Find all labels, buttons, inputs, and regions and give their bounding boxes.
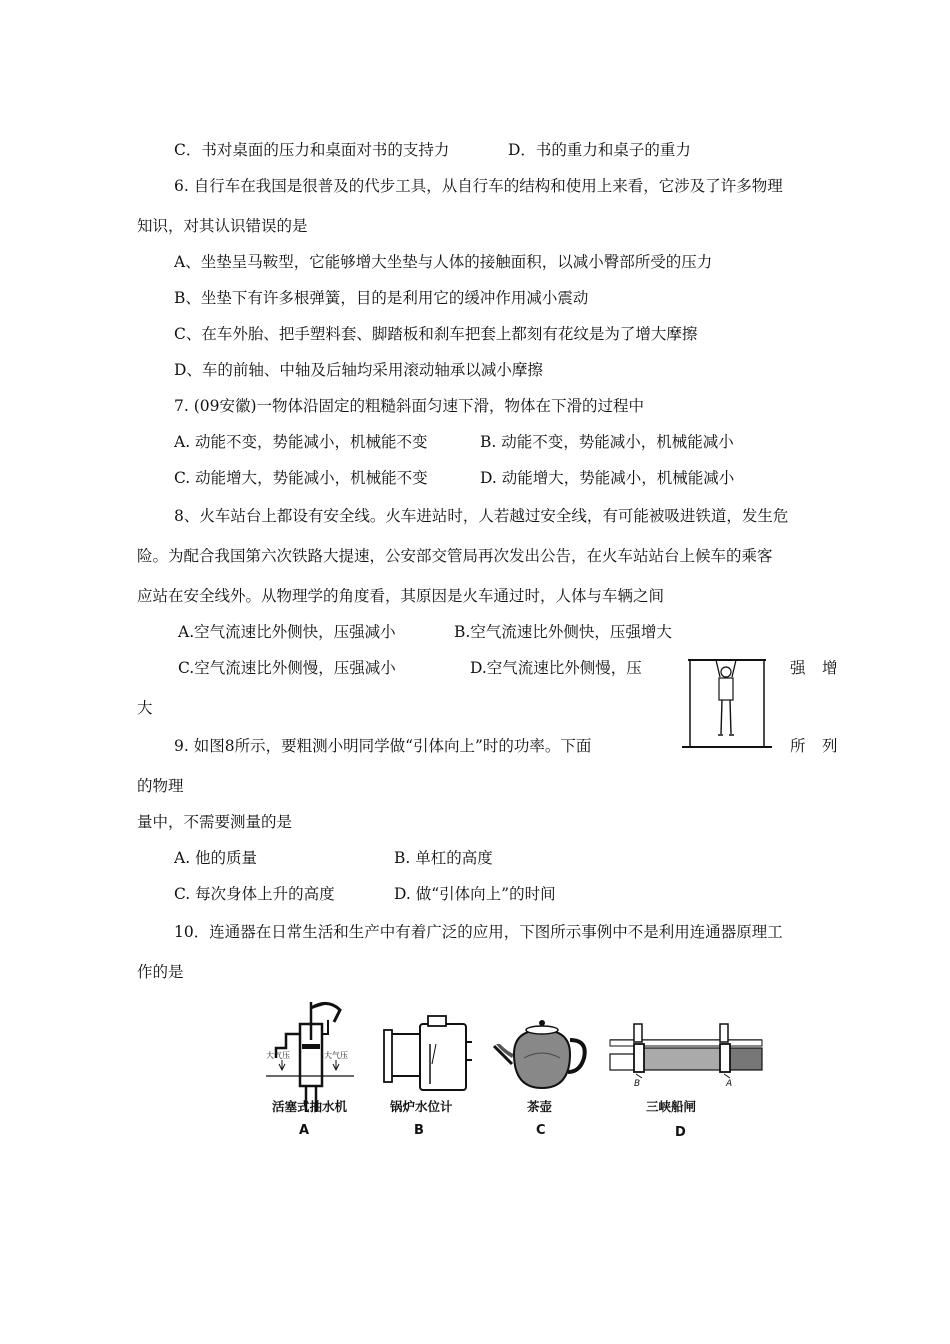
q8-stem-line3: 应站在安全线外。从物理学的角度看，其原因是火车通过时，人体与车辆之间 [137, 587, 665, 605]
q8-option-d: D.空气流速比外侧慢，压 [470, 659, 642, 677]
q5-option-c: C．书对桌面的压力和桌面对书的支持力 [174, 141, 450, 159]
figure-c-letter: C [536, 1123, 546, 1138]
q9-stem-line1-part2: 所 [790, 737, 806, 755]
figure-d-label-a: A [726, 1079, 733, 1088]
q8-stem-line1: 8、火车站台上都设有安全线。火车进站时，人若越过安全线，有可能被吸进铁道，发生危 [174, 507, 789, 525]
q8-stem-line2: 险。为配合我国第六次铁路大提速，公安部交管局再次发出公告，在火车站站台上候车的乘客 [137, 547, 773, 565]
q7-option-d: D. 动能增大，势能减小，机械能减小 [480, 469, 735, 487]
q9-option-b: B. 单杠的高度 [394, 849, 493, 867]
q6-stem-line2: 知识，对其认识错误的是 [137, 217, 308, 235]
figure-d-letter: D [675, 1125, 686, 1140]
figure-a-caption: 活塞式抽水机 [272, 1099, 348, 1114]
pull-up-figure [682, 652, 772, 750]
q8-option-a: A.空气流速比外侧快，压强减小 [178, 623, 396, 641]
figure-a-letter: A [299, 1123, 310, 1138]
q9-option-d: D. 做“引体向上”的时间 [394, 885, 556, 903]
figure-b-caption: 锅炉水位计 [390, 1099, 453, 1114]
figure-d-ship-lock [608, 1018, 764, 1088]
q8-option-d-part3: 增 [822, 659, 838, 677]
q6-stem-line1: 6. 自行车在我国是很普及的代步工具，从自行车的结构和使用上来看，它涉及了许多物理 [174, 177, 783, 195]
q9-option-a: A. 他的质量 [174, 849, 258, 867]
q10-stem-line1: 10．连通器在日常生活和生产中有着广泛的应用，下图所示事例中不是利用连通器原理工 [174, 923, 783, 941]
q9-stem-line1: 9. 如图8所示，要粗测小明同学做“引体向上”时的功率。下面 [174, 737, 592, 755]
q7-option-a: A. 动能不变，势能减小，机械能不变 [174, 433, 428, 451]
figure-d-caption: 三峡船闸 [646, 1099, 697, 1114]
figure-a-label-left: 大气压 [266, 1051, 290, 1060]
q7-option-b: B. 动能不变，势能减小，机械能减小 [480, 433, 734, 451]
figure-d-label-b: B [634, 1079, 641, 1088]
figure-a-piston-pump [262, 1000, 358, 1140]
q8-option-b: B.空气流速比外侧快，压强增大 [454, 623, 672, 641]
q9-option-c: C. 每次身体上升的高度 [174, 885, 335, 903]
figure-c-caption: 茶壶 [527, 1099, 553, 1114]
q6-option-b: B、坐垫下有许多根弹簧，目的是利用它的缓冲作用减小震动 [174, 289, 589, 307]
figure-a-label-right: 大气压 [324, 1051, 348, 1060]
q5-option-d: D．书的重力和桌子的重力 [508, 141, 691, 159]
q8-option-d-part4: 大 [137, 699, 153, 717]
q6-option-c: C、在车外胎、把手塑料套、脚踏板和刹车把套上都刻有花纹是为了增大摩擦 [174, 325, 698, 343]
q8-option-d-part2: 强 [790, 659, 806, 677]
q6-option-a: A、坐垫呈马鞍型，它能够增大坐垫与人体的接触面积，以减小臀部所受的压力 [174, 253, 713, 271]
q6-option-d: D、车的前轴、中轴及后轴均采用滚动轴承以减小摩擦 [174, 361, 543, 379]
q9-stem-line2: 的物理 [137, 777, 184, 795]
figure-b-letter: B [414, 1123, 424, 1138]
q7-option-c: C. 动能增大，势能减小，机械能不变 [174, 469, 428, 487]
q9-stem-line1-part3: 列 [822, 737, 838, 755]
q8-option-c: C.空气流速比外侧慢，压强减小 [178, 659, 396, 677]
q7-stem: 7. (09安徽)一物体沿固定的粗糙斜面匀速下滑，物体在下滑的过程中 [174, 397, 645, 415]
figure-c-teapot [492, 1018, 592, 1094]
q9-stem-line3: 量中，不需要测量的是 [137, 813, 293, 831]
q10-stem-line2: 作的是 [137, 963, 184, 981]
figure-b-boiler-gauge [376, 1014, 476, 1094]
